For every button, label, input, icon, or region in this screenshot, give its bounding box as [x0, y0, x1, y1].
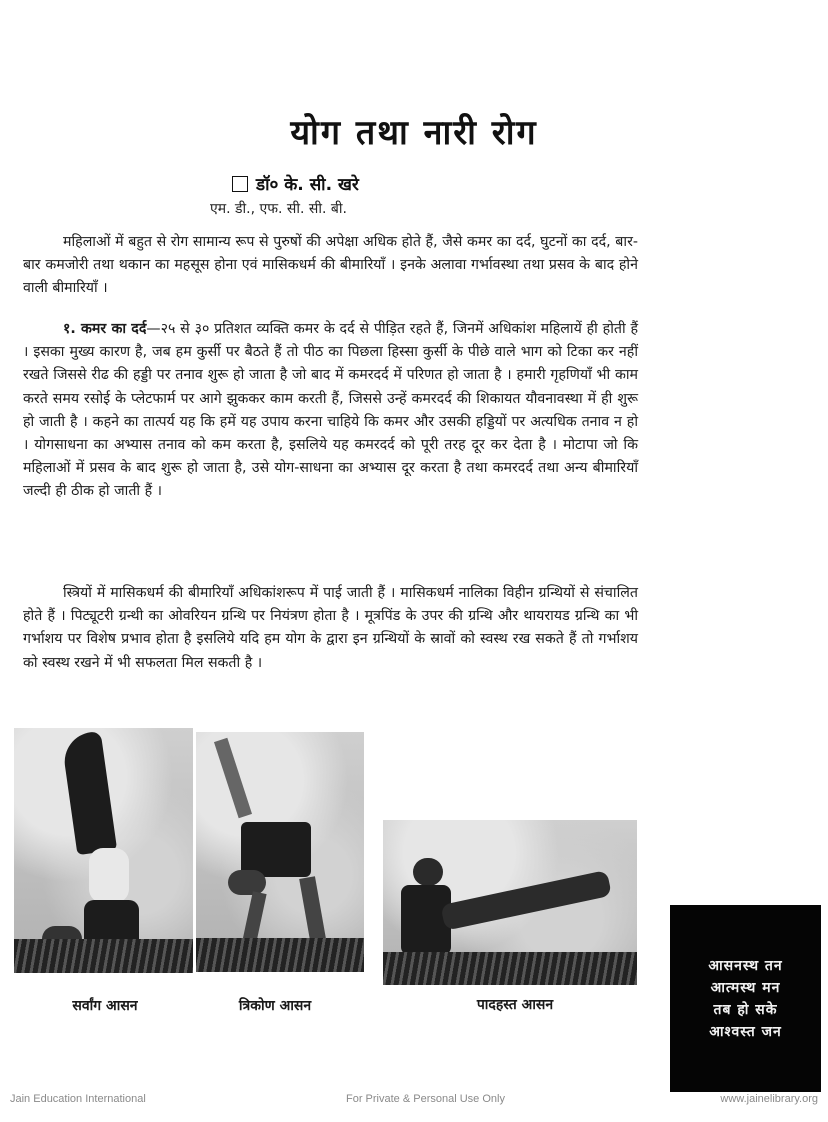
- paragraph-intro: [23, 231, 638, 301]
- quote-line: तब हो सके: [713, 1001, 778, 1018]
- author-degrees: एम. डी., एफ. सी. सी. बी.: [210, 201, 347, 217]
- paragraph-menstrual: [23, 582, 638, 675]
- quote-line: आश्वस्त जन: [709, 1023, 782, 1040]
- photo-trikonasana: [196, 732, 364, 972]
- paragraph-text: —२५ से ३० प्रतिशत व्यक्ति कमर के दर्द से पीड़ित रहते हैं, जिनमें अधिकांश महिलायें ही होती हैं । इसका मुख्य कारण है, जब हम कुर्सी पर बैठते हैं तो पीठ का पिछला हिस्सा कुर्सी के पीछे वाले भाग को टिका कर नहीं रखते जिससे रीढ की हड्डी पर तनाव शुरू हो जाता है जो बाद में कमरदर्द में परिणत हो जाता है । हमारी गृहणियाँ भी काम करते समय रसोई के प्लेटफार्म पर आगे झुककर काम करती हैं, जिससे उन्हें कमरदर्द की शिकायत यौवनावस्था में ही शुरू हो जाती है । कहने का तात्पर्य यह कि हमें यह उपाय करना चाहिये कि कमर और उसकी हड्डियों पर अत्यधिक तनाव न हो । योगसाधना का अभ्यास तनाव को कम करता है, इसलिये यह कमरदर्द को पूरी तरह दूर कर देता है । मोटापा जो कि महिलाओं में प्रसव के बाद शुरू हो जाता है, उसे योग-साधना का अभ्यास दूर करता है तथा कमरदर्द तथा अन्य बीमारियाँ जल्दी ही ठीक हो जाती हैं ।: [23, 321, 639, 500]
- section-heading: १. कमर का दर्द: [63, 321, 147, 337]
- photo-padahastasana: [383, 820, 637, 985]
- quote-line: आसनस्थ तन: [708, 957, 783, 974]
- footer-usage-note: For Private & Personal Use Only: [346, 1093, 505, 1105]
- paragraph-back-pain: [23, 318, 638, 504]
- caption-trikonasana: त्रिकोण आसन: [238, 998, 312, 1014]
- checkbox-square-icon: [232, 176, 248, 192]
- footer-publisher: Jain Education International: [10, 1093, 146, 1105]
- paragraph-text: स्त्रियों में मासिकधर्म की बीमारियाँ अधिकांशरूप में पाई जाती हैं । मासिकधर्म नालिका विहीन ग्रन्थियों से संचालित होते हैं । पिट्यूटरी ग्रन्थी का ओवरियन ग्रन्थि पर नियंत्रण होता है । मूत्रपिंड के उपर की ग्रन्थि और थायरायड ग्रन्थि का भी गर्भाशय पर विशेष प्रभाव होता है इसलिये यदि हम योग के द्वारा इन ग्रन्थियों के स्रावों को स्वस्थ रख सकते हैं तो गर्भाशय को स्वस्थ रखने में भी सफलता मिल सकती है ।: [23, 585, 638, 671]
- footer-website-link[interactable]: www.jainelibrary.org: [720, 1093, 818, 1105]
- paragraph-text: महिलाओं में बहुत से रोग सामान्य रूप से पुरुषों की अपेक्षा अधिक होते हैं, जैसे कमर का दर्द, घुटनों का दर्द, बार-बार कमजोरी तथा थकान का महसूस होना एवं मासिकधर्म की बीमारियाँ । इनके अलावा गर्भावस्था तथा प्रसव के बाद होने वाली बीमारियाँ ।: [23, 234, 638, 297]
- quote-box: [670, 905, 821, 1092]
- caption-sarvangasana: सर्वांग आसन: [72, 998, 138, 1014]
- photo-sarvangasana: [14, 728, 193, 973]
- caption-padahastasana: पादहस्त आसन: [476, 997, 554, 1013]
- quote-line: आत्मस्थ मन: [710, 979, 781, 996]
- author-name: डॉ० के. सी. खरे: [256, 175, 359, 195]
- author-line: [232, 172, 359, 195]
- article-title: योग तथा नारी रोग: [290, 113, 538, 153]
